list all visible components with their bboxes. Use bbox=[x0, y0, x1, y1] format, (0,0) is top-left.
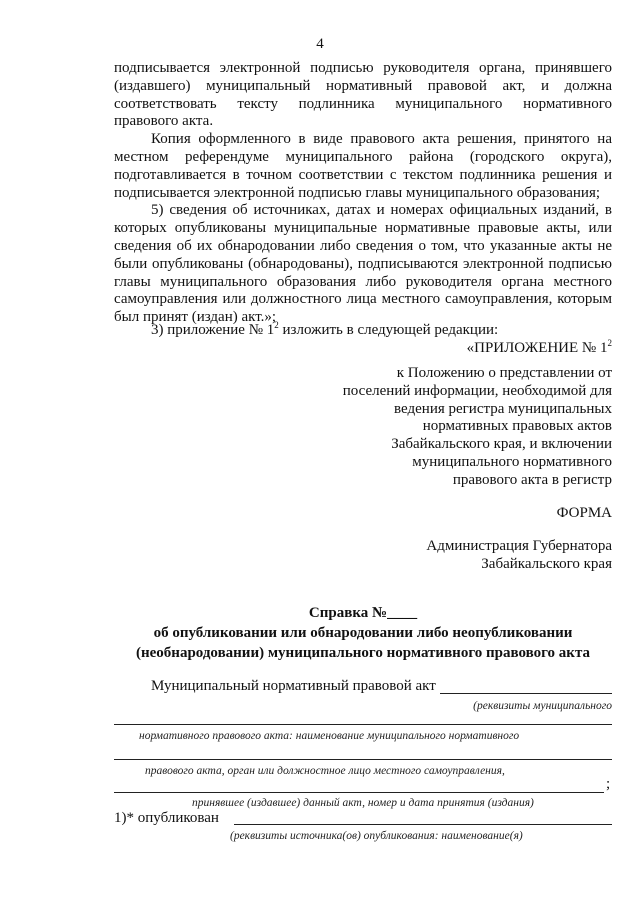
certificate-subtitle-2: (необнародовании) муниципального нормативного правового акта bbox=[136, 645, 590, 661]
page-number: 4 bbox=[316, 36, 324, 52]
appendix-label: «ПРИЛОЖЕНИЕ № 1 bbox=[466, 340, 608, 356]
appendix-line: муниципального нормативного bbox=[412, 453, 612, 470]
item-3-sup: 2 bbox=[274, 320, 279, 330]
caption-requisites-4: принявшее (издавшее) данный акт, номер и дата принятия (издания) bbox=[192, 797, 534, 809]
paragraph-1: подписывается электронной подписью руководителя органа, принявшего (издавшего) муниципальный нормативный правовой акт, и должна соответствовать тексту подлинника муниципального нормативного правового акта. bbox=[114, 60, 612, 130]
published-field-line[interactable] bbox=[234, 824, 612, 825]
recipient-line: Администрация Губернатора bbox=[426, 538, 612, 554]
form-label: ФОРМА bbox=[556, 505, 612, 521]
paragraph-3: 5) сведения об источниках, датах и номерах официальных изданий, в которых опубликованы муниципальные нормативные правовые акты, или сведения об их обнародовании либо сведения о том, что указанные акты не были опубликованы (обнародованы), подписываются электронной подписью главы муниципального образования либо руководителя органа местного самоуправления или должностного лица местного самоуправления, которым был принят (издан) акт.»; bbox=[114, 202, 612, 326]
caption-requisites-3: правового акта, орган или должностное лицо местного самоуправления, bbox=[145, 765, 505, 777]
appendix-line: нормативных правовых актов bbox=[422, 418, 612, 435]
caption-requisites-1: (реквизиты муниципального bbox=[473, 700, 612, 712]
form-line-3[interactable] bbox=[114, 792, 604, 793]
item-3-suffix: изложить в следующей редакции: bbox=[278, 322, 499, 338]
line-end-semicolon: ; bbox=[606, 776, 611, 792]
appendix-heading bbox=[467, 340, 612, 358]
appendix-line: правового акта в регистр bbox=[452, 471, 612, 488]
act-field-line[interactable] bbox=[440, 693, 612, 694]
form-line-2[interactable] bbox=[114, 759, 612, 760]
act-field-label: Муниципальный нормативный правовой акт bbox=[151, 678, 436, 694]
appendix-line: поселений информации, необходимой для bbox=[342, 382, 612, 399]
appendix-line: ведения регистра муниципальных bbox=[394, 400, 612, 417]
body-text bbox=[114, 60, 612, 327]
certificate-title: Справка №____ bbox=[308, 605, 418, 621]
appendix-line: Забайкальского края, и включении bbox=[391, 436, 612, 453]
caption-publication-source: (реквизиты источника(ов) опубликования: наименование(я) bbox=[230, 830, 523, 842]
form-line-1[interactable] bbox=[114, 724, 612, 725]
recipient-block bbox=[426, 538, 612, 574]
recipient-line: Забайкальского края bbox=[481, 555, 612, 572]
certificate-subtitle-1: об опубликовании или обнародовании либо неопубликовании bbox=[153, 625, 573, 641]
appendix-block bbox=[343, 365, 612, 490]
published-label: 1)* опубликован bbox=[114, 810, 219, 826]
item-3-line bbox=[151, 322, 498, 340]
appendix-line: к Положению о представлении от bbox=[396, 365, 612, 381]
caption-requisites-2: нормативного правового акта: наименование муниципального нормативного bbox=[139, 730, 520, 742]
paragraph-2: Копия оформленного в виде правового акта решения, принятого на местном референдуме муниципального района (городского округа), подготавливается в точном соответствии с текстом подлинника решения и подписывается электронной подписью главы муниципального образования; bbox=[114, 131, 612, 201]
item-3-prefix: 3) приложение № 1 bbox=[151, 322, 275, 338]
appendix-sup: 2 bbox=[607, 338, 612, 348]
